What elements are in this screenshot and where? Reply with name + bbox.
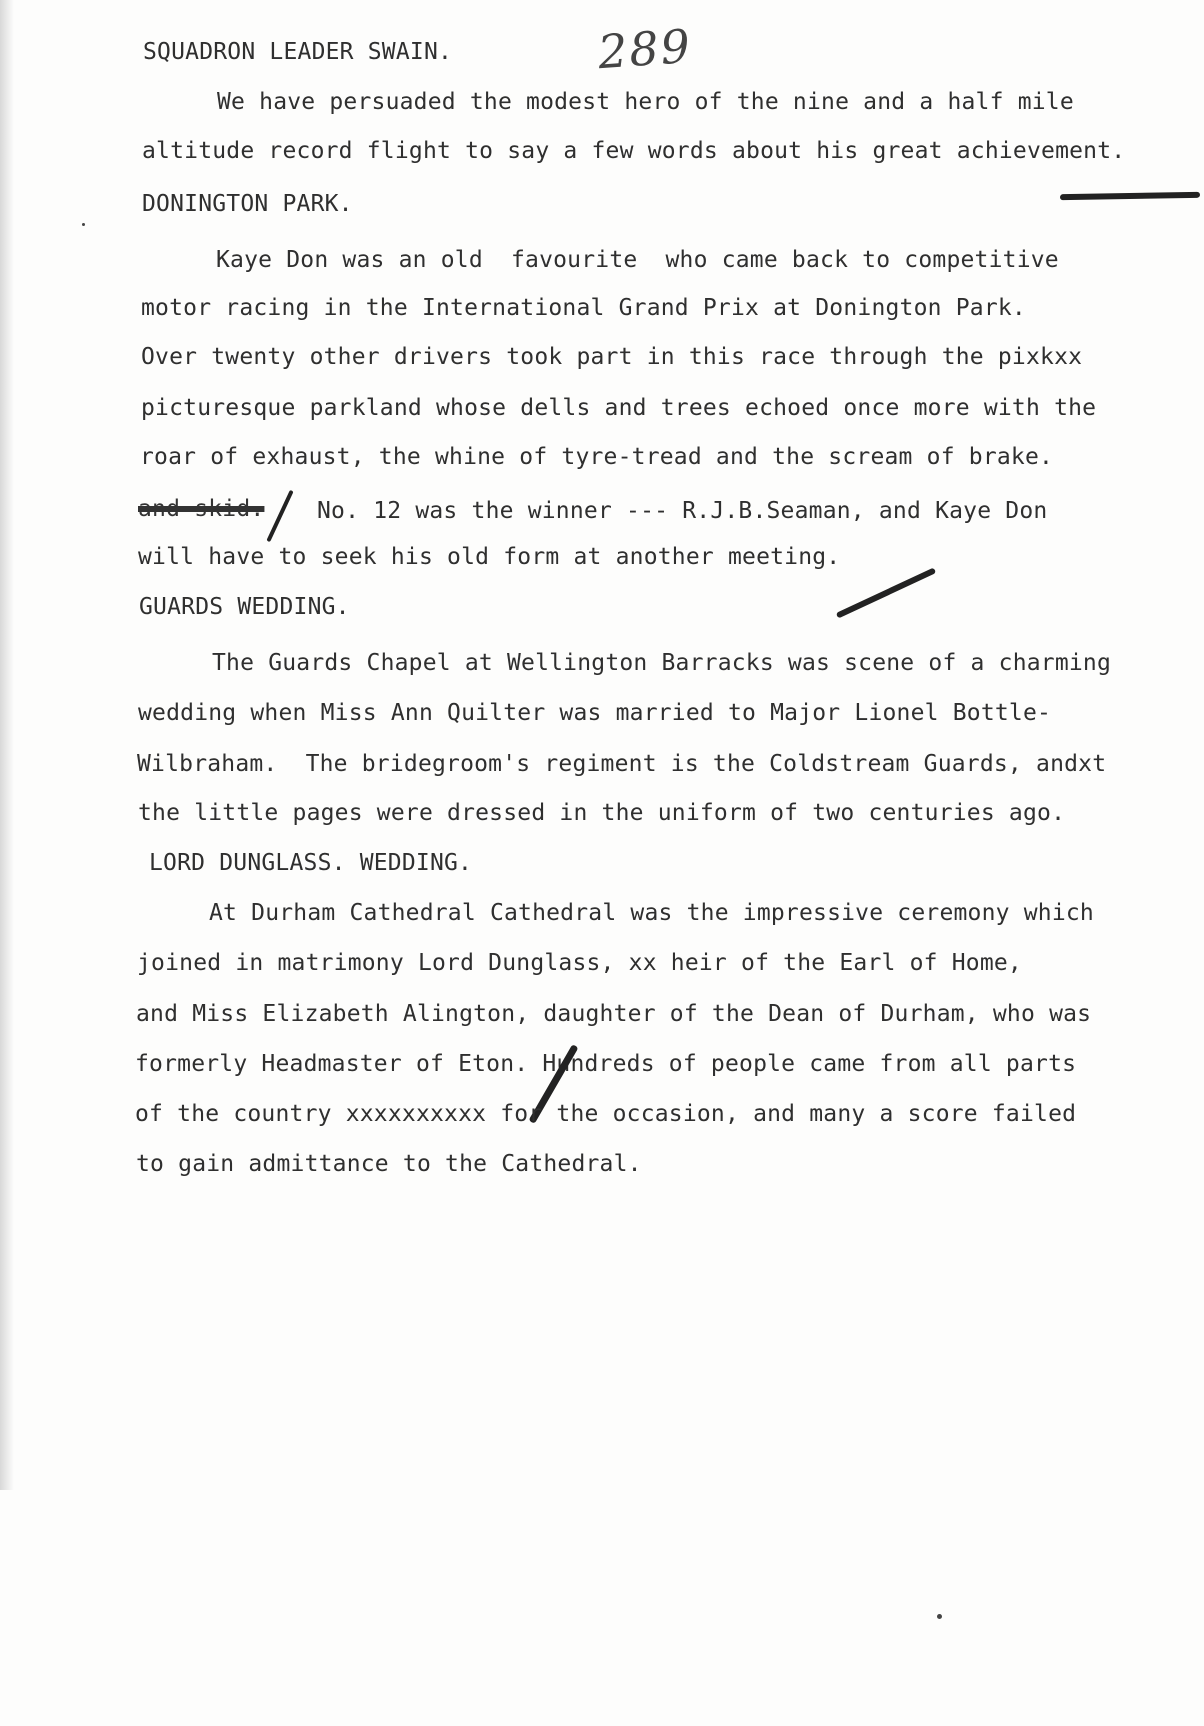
handwritten-slash-mark <box>266 490 293 542</box>
text-line: altitude record flight to say a few words about his great achievement. <box>142 138 1126 164</box>
text-line: roar of exhaust, the whine of tyre-tread and the scream of brake. <box>140 444 1054 470</box>
text-line: wedding when Miss Ann Quilter was married to Major Lionel Bottle- <box>138 700 1052 726</box>
text-line: joined in matrimony Lord Dunglass, xx heir of the Earl of Home, <box>137 950 1022 976</box>
heading-lord-dunglass-wedding: LORD DUNGLASS. WEDDING. <box>149 850 473 876</box>
text-line: to gain admittance to the Cathedral. <box>136 1151 642 1177</box>
text-line: No. 12 was the winner --- R.J.B.Seaman, and Kaye Don <box>317 498 1048 524</box>
text-line: of the country xxxxxxxxxx for the occasion, and many a score failed <box>135 1101 1077 1127</box>
page-edge-shadow <box>0 0 14 1490</box>
text-line: At Durham Cathedral Cathedral was the impressive ceremony which <box>209 900 1094 926</box>
handwritten-separator-mark <box>836 567 936 618</box>
text-line: motor racing in the International Grand Prix at Donington Park. <box>141 295 1026 321</box>
text-line: picturesque parkland whose dells and trees echoed once more with the <box>141 395 1097 421</box>
heading-squadron-leader-swain: SQUADRON LEADER SWAIN. <box>143 39 453 65</box>
page-number: 289 <box>596 18 694 80</box>
struck-text: and skid. <box>138 496 265 522</box>
handwritten-separator-mark <box>1060 192 1200 200</box>
heading-guards-wedding: GUARDS WEDDING. <box>139 594 350 620</box>
text-line: We have persuaded the modest hero of the nine and a half mile <box>217 89 1074 115</box>
text-line: The Guards Chapel at Wellington Barracks was scene of a charming <box>212 650 1112 676</box>
text-line: Kaye Don was an old favourite who came back to competitive <box>216 247 1059 273</box>
text-line: Wilbraham. The bridegroom's regiment is the Coldstream Guards, andxt <box>137 751 1107 777</box>
heading-donington-park: DONINGTON PARK. <box>142 191 353 217</box>
text-line: will have to seek his old form at another meeting. <box>138 544 841 570</box>
text-line: the little pages were dressed in the uniform of two centuries ago. <box>138 800 1066 826</box>
text-line: and Miss Elizabeth Alington, daughter of the Dean of Durham, who was <box>136 1001 1092 1027</box>
text-line: formerly Headmaster of Eton. Hundreds of people came from all parts <box>135 1051 1077 1077</box>
ink-speck <box>937 1614 942 1619</box>
ink-speck <box>82 223 85 226</box>
text-line: Over twenty other drivers took part in this race through the pixkxx <box>141 344 1083 370</box>
